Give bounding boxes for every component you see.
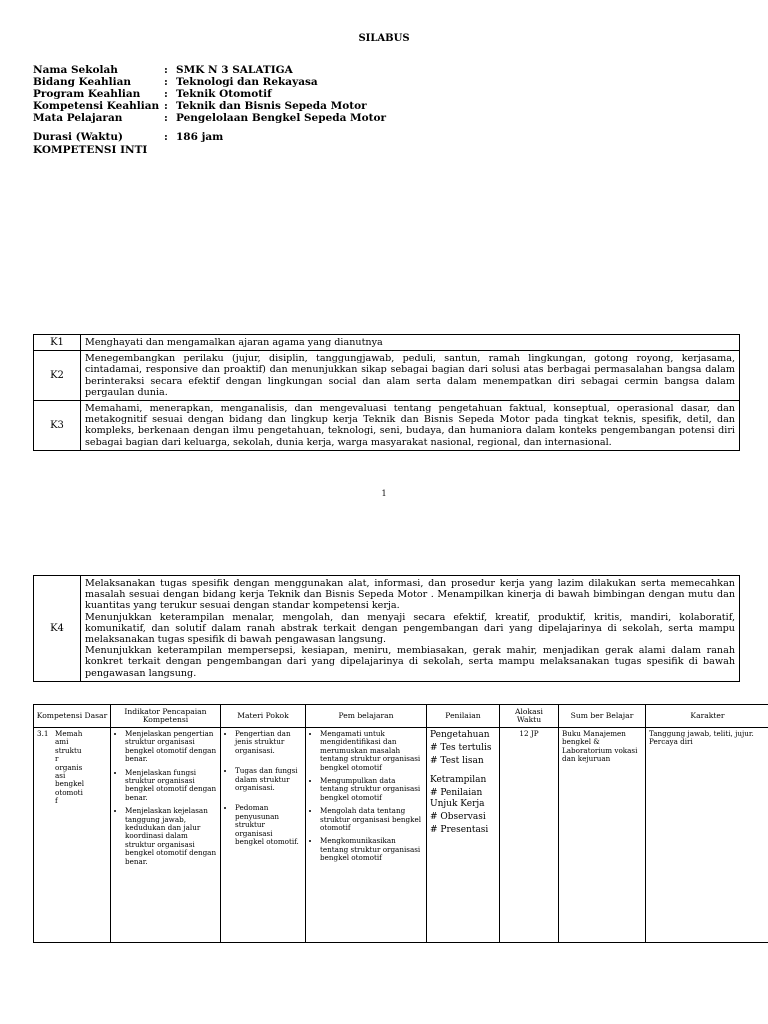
info-row: Bidang Keahlian : Teknologi dan Rekayasa [33,76,318,88]
col-header: Alokasi Waktu [500,705,559,728]
info-value: Teknologi dan Rekayasa [176,76,318,88]
penilaian-item: # Presentasi [430,825,489,835]
penilaian-item: # Tes tertulis [430,743,492,753]
sumber-cell: Buku Manajemen bengkel & Laboratorium vokasi dan kejuruan [559,728,646,943]
info-row: Nama Sekolah : SMK N 3 SALATIGA [33,64,293,76]
info-row: Program Keahlian : Teknik Otomotif [33,88,272,100]
ki-row [34,401,740,451]
durasi-value: 186 jam [176,131,224,143]
list-item: • Menjelaskan fungsi struktur organisasi bengkel otomotif dengan benar. [125,769,217,803]
syllabus-table [33,704,768,943]
col-header: Kompetensi Dasar [34,705,111,728]
list-item: • Mengkomunikasikan tentang struktur organisasi bengkel otomotif [320,837,423,862]
ki-text [81,576,740,682]
info-row: Kompetensi Keahlian : Teknik dan Bisnis Sepeda Motor [33,100,367,112]
info-label: Kompetensi Keahlian [33,100,160,112]
page-number: 1 [381,489,387,498]
kompetensi-inti-k4-table [33,575,740,682]
penilaian-item: Ketrampilan [430,775,487,785]
info-label: Program Keahlian [33,88,141,100]
materi-cell [221,728,306,943]
ki-row [34,576,740,682]
col-header: Pem belajaran [306,705,427,728]
info-label: Mata Pelajaran [33,112,123,124]
info-value: Pengelolaan Bengkel Sepeda Motor [176,112,387,124]
penilaian-item: # Observasi [430,812,486,822]
k4-paragraph: Melaksanakan tugas spesifik dengan menggunakan alat, informasi, dan prosedur kerja yang lazim dilakukan serta memecahkan masalah sesuai dengan bidang kerja Teknik dan Bisnis Sepeda Motor . Menampilkan kinerja di bawah bimbingan dengan mutu dan kuantitas yang terukur sesuai dengan standar kompetensi kerja. [85,578,735,612]
alokasi-cell: 12 JP [500,728,559,943]
col-header: Karakter [646,705,768,728]
list-item: • Menjelaskan pengertian struktur organisasi bengkel otomotif dengan benar. [125,730,217,764]
syllabus-header-row [34,705,768,728]
col-header: Sum ber Belajar [559,705,646,728]
list-item: • Pedoman penyusunan struktur organisasi bengkel otomotif. [235,804,302,846]
info-label: Bidang Keahlian [33,76,132,88]
col-header: Indikator Pencapaian Kompetensi [111,705,221,728]
k4-paragraph: Menunjukkan keterampilan menalar, mengolah, dan menyaji secara efektif, kreatif, produktif, kritis, mandiri, kolaboratif, komunikatif, dan solutif dalam ranah abstrak terkait dengan pengembangan dari yang dipelajarinya di sekolah, serta mampu melaksanakan tugas spesifik di bawah pengawasan langsung. [85,611,735,646]
durasi-label: Durasi (Waktu) [33,131,124,143]
karakter-cell: Tanggung jawab, teliti, jujur. Percaya diri [646,728,768,943]
ki-row [34,351,740,401]
list-item: • Mengumpulkan data tentang struktur organisasi bengkel otomotif [320,777,423,802]
school-info [33,64,386,143]
info-label: Nama Sekolah [33,64,118,76]
col-header: Materi Pokok [221,705,306,728]
kompetensi-inti-heading: KOMPETENSI INTI [33,144,148,156]
table-row [34,728,768,943]
pembelajaran-cell [306,728,427,943]
list-item: • Tugas dan fungsi dalam struktur organisasi. [235,767,302,792]
list-item: • Mengamati untuk mengidentifikasi dan merumuskan masalah tentang struktur organisasi bengkel otomotif [320,730,423,772]
penilaian-item: # Penilaian Unjuk Kerja [430,788,485,809]
kd-number: 3.1 [37,729,49,738]
col-header: Penilaian [427,705,500,728]
ki-code: K2 [34,351,81,401]
penilaian-item: # Test lisan [430,756,484,766]
info-row: Mata Pelajaran : Pengelolaan Bengkel Sepeda Motor [33,112,387,124]
ki-code: K3 [34,401,81,451]
kompetensi-inti-table [33,334,740,451]
ki-code: K4 [34,576,81,682]
info-value: Teknik Otomotif [176,88,272,100]
kd-cell [34,728,111,943]
kd-text: Memah ami struktu r organis asi bengkel otomoti f [55,729,84,806]
k4-paragraph: Menunjukkan keterampilan mempersepsi, kesiapan, meniru, membiasakan, gerak mahir, menjadikan gerak alami dalam ranah konkret terkait dengan pengembangan dari yang dipelajarinya di sekolah, serta mampu melaksanakan tugas spesifik di bawah pengawasan langsung. [85,645,735,679]
ki-text: Menegembangkan perilaku (jujur, disiplin, tanggungjawab, peduli, santun, ramah lingkungan, gotong royong, kerjasama, cintadamai, responsive dan proaktif) dan menunjukkan sikap sebagai bagian dari solusi atas berbagai permasalahan bangsa dalam berinteraksi secara efektif dengan lingkungan social dan alam serta dalam menempatkan diri sebagai cermin bangsa dalam pergaulan dunia. [81,351,740,401]
info-value: Teknik dan Bisnis Sepeda Motor [176,100,367,112]
list-item: • Menjelaskan kejelasan tanggung jawab, kedudukan dan jalur koordinasi dalam struktur organisasi bengkel otomotif dengan benar. [125,807,217,866]
indikator-cell [111,728,221,943]
durasi-row: Durasi (Waktu) : 186 jam [33,131,224,143]
list-item: • Mengolah data tentang struktur organisasi bengkel otomotif [320,807,423,832]
penilaian-cell [427,728,500,943]
ki-text: Menghayati dan mengamalkan ajaran agama yang dianutnya [81,335,740,351]
list-item: • Pengertian dan jenis struktur organisasi. [235,730,302,755]
ki-text: Memahami, menerapkan, menganalisis, dan mengevaluasi tentang pengetahuan faktual, konseptual, operasional dasar, dan metakognitif sesuai dengan bidang dan lingkup kerja Teknik dan Bisnis Sepeda Motor pada tingkat teknis, spesifik, detil, dan kompleks, berkenaan dengan ilmu pengetahuan, teknologi, seni, budaya, dan humaniora dalam konteks pengembangan potensi diri sebagai bagian dari keluarga, sekolah, dunia kerja, warga masyarakat nasional, regional, dan internasional. [81,401,740,451]
info-value: SMK N 3 SALATIGA [176,64,293,76]
ki-code: K1 [34,335,81,351]
penilaian-item: Pengetahuan [430,730,490,740]
document-title: SILABUS [358,33,410,44]
ki-row [34,335,740,351]
